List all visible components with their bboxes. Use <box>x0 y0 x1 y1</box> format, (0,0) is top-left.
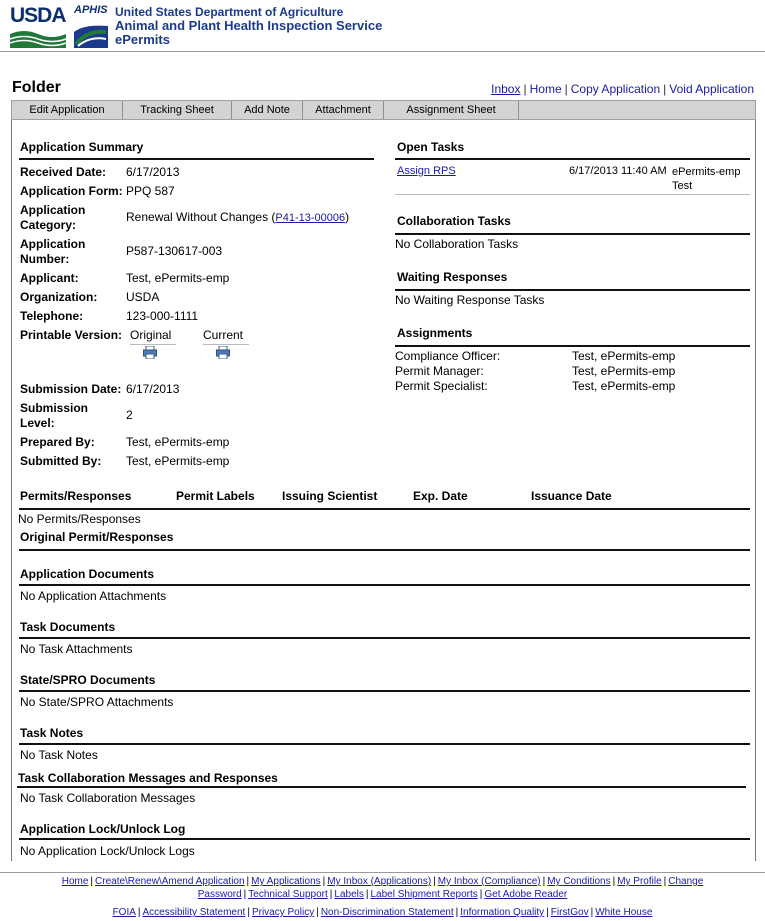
submission-level-label: Submission Level: <box>20 401 89 430</box>
footer-change-password-link[interactable]: Password <box>197 889 242 900</box>
footer-foia-link[interactable]: FOIA <box>112 907 136 918</box>
category-text: Renewal Without Changes <box>126 210 269 224</box>
tracking-sheet-button[interactable]: Tracking Sheet <box>123 101 232 119</box>
applicant-value: Test, ePermits-emp <box>126 271 230 285</box>
divider <box>395 233 750 235</box>
footer-my-profile-link[interactable]: My Profile <box>617 876 662 887</box>
task-owner <box>672 165 740 193</box>
divider <box>19 838 750 840</box>
divider <box>395 345 750 347</box>
footer-row: Password | Technical Support | Labels | Label Shipment Reports | Get Adobe Reader <box>197 889 568 900</box>
site-header <box>0 0 765 52</box>
divider <box>395 158 750 160</box>
footer-white-house-link[interactable]: White House <box>595 907 653 918</box>
footer-labels-link[interactable]: Labels <box>334 889 364 900</box>
task-notes-empty: No Task Notes <box>20 748 98 762</box>
assignment-person: Test, ePermits-emp <box>572 349 676 363</box>
divider <box>19 690 750 692</box>
site-footer <box>0 872 765 921</box>
open-tasks-heading: Open Tasks <box>397 140 465 154</box>
issuing-scientist-column-header: Issuing Scientist <box>282 489 378 503</box>
divider <box>19 743 750 745</box>
task-collaboration-messages-heading: Task Collaboration Messages and Responses <box>18 771 278 785</box>
assignment-role: Compliance Officer: <box>395 349 501 363</box>
toolbar <box>11 100 756 120</box>
task-documents-empty: No Task Attachments <box>20 642 133 656</box>
permits-column-header: Permits/Responses <box>20 489 132 503</box>
application-documents-empty: No Application Attachments <box>20 589 167 603</box>
telephone-value: 123-000-1111 <box>126 309 199 323</box>
task-collaboration-messages-empty: No Task Collaboration Messages <box>20 791 196 805</box>
received-date-label: Received Date: <box>20 165 107 179</box>
waiting-responses-heading: Waiting Responses <box>397 270 508 284</box>
organization-value: USDA <box>126 290 160 304</box>
assignments-heading: Assignments <box>397 326 473 340</box>
footer-technical-support-link[interactable]: Technical Support <box>248 889 328 900</box>
issuance-date-column-header: Issuance Date <box>531 489 612 503</box>
telephone-label: Telephone: <box>20 309 84 323</box>
footer-my-conditions-link[interactable]: My Conditions <box>547 876 611 887</box>
collaboration-tasks-heading: Collaboration Tasks <box>397 214 511 228</box>
organization-label: Organization: <box>20 290 98 304</box>
footer-information-quality-link[interactable]: Information Quality <box>460 907 545 918</box>
usda-hills-icon <box>10 28 66 48</box>
application-form-label: Application Form: <box>20 184 123 198</box>
footer-non-discrimination-link[interactable]: Non-Discrimination Statement <box>320 907 454 918</box>
divider <box>395 194 750 195</box>
home-link[interactable]: Home <box>529 82 562 96</box>
state-spro-documents-empty: No State/SPRO Attachments <box>20 695 174 709</box>
page-title: Folder <box>12 79 61 96</box>
task-owner-line: ePermits-emp <box>672 166 741 178</box>
submitted-by-label: Submitted By: <box>20 454 102 468</box>
submission-level-value: 2 <box>126 408 133 422</box>
state-spro-documents-heading: State/SPRO Documents <box>20 673 156 687</box>
task-notes-heading: Task Notes <box>20 726 84 740</box>
assignment-person: Test, ePermits-emp <box>572 379 676 393</box>
printer-icon[interactable] <box>143 346 157 359</box>
top-links: Inbox | Home | Copy Application | Void Application <box>491 82 754 96</box>
inbox-link[interactable]: Inbox <box>491 82 521 96</box>
divider <box>130 344 176 345</box>
aphis-logo-text: APHIS <box>74 4 108 16</box>
submitted-by-value: Test, ePermits-emp <box>126 454 230 468</box>
divider <box>19 508 750 510</box>
divider <box>203 344 249 345</box>
attachment-button[interactable]: Attachment <box>303 101 384 119</box>
divider <box>19 158 374 160</box>
submission-date-value: 6/17/2013 <box>126 382 180 396</box>
printable-current-label: Current <box>203 328 244 342</box>
assign-rps-task-link[interactable]: Assign RPS <box>397 165 456 177</box>
usda-logo-text: USDA <box>10 4 66 27</box>
submission-date-label: Submission Date: <box>20 382 122 396</box>
footer-adobe-reader-link[interactable]: Get Adobe Reader <box>484 889 568 900</box>
department-name: United States Department of Agriculture <box>115 5 344 19</box>
task-owner-line: Test <box>672 180 693 192</box>
footer-change-password-link[interactable]: Change <box>668 876 704 887</box>
applicant-label: Applicant: <box>20 271 79 285</box>
assignment-person: Test, ePermits-emp <box>572 364 676 378</box>
footer-firstgov-link[interactable]: FirstGov <box>550 907 589 918</box>
application-number-label: Application Number: <box>20 237 86 266</box>
application-form-value: PPQ 587 <box>126 184 175 198</box>
usda-logo <box>10 5 66 47</box>
footer-create-application-link[interactable]: Create\Renew\Amend Application <box>95 876 245 887</box>
footer-row: FOIA | Accessibility Statement | Privacy Policy | Non-Discrimination Statement | Information Quality | FirstGov | White House <box>112 907 653 918</box>
app-name: ePermits <box>115 32 170 47</box>
divider <box>19 637 750 639</box>
task-date: 6/17/2013 11:40 AM <box>569 165 667 177</box>
footer-row: Home | Create\Renew\Amend Application | My Applications | My Inbox (Applications) | My Inbox (Compliance) | My Conditions | My Profile | Change <box>61 876 704 887</box>
printable-original-label: Original <box>130 328 172 342</box>
aphis-logo-icon <box>74 22 108 48</box>
folder-panel <box>11 120 756 861</box>
task-documents-heading: Task Documents <box>20 620 116 634</box>
edit-application-button[interactable]: Edit Application <box>12 101 123 119</box>
footer-my-applications-link[interactable]: My Applications <box>251 876 321 887</box>
application-documents-heading: Application Documents <box>20 567 155 581</box>
application-number-value: P587-130617-003 <box>126 244 223 258</box>
footer-accessibility-link[interactable]: Accessibility Statement <box>142 907 246 918</box>
waiting-responses-empty: No Waiting Response Tasks <box>395 293 545 307</box>
lock-unlock-log-empty: No Application Lock/Unlock Logs <box>20 844 195 858</box>
prior-permit-link[interactable]: P41-13-00006 <box>275 212 346 224</box>
application-summary-heading: Application Summary <box>20 140 144 154</box>
assignment-sheet-button[interactable]: Assignment Sheet <box>384 101 519 119</box>
lock-unlock-log-heading: Application Lock/Unlock Log <box>20 822 186 836</box>
printable-version-label: Printable Version: <box>20 328 123 342</box>
footer-privacy-link[interactable]: Privacy Policy <box>251 907 315 918</box>
assignment-role: Permit Specialist: <box>395 379 488 393</box>
prepared-by-value: Test, ePermits-emp <box>126 435 230 449</box>
assignment-role: Permit Manager: <box>395 364 484 378</box>
permit-labels-column-header: Permit Labels <box>176 489 255 503</box>
printer-icon[interactable] <box>216 346 230 359</box>
collaboration-tasks-empty: No Collaboration Tasks <box>395 237 519 251</box>
copy-application-link[interactable]: Copy Application <box>570 82 661 96</box>
add-note-button[interactable]: Add Note <box>232 101 303 119</box>
received-date-value: 6/17/2013 <box>126 165 180 179</box>
prepared-by-label: Prepared By: <box>20 435 95 449</box>
exp-date-column-header: Exp. Date <box>413 489 468 503</box>
footer-label-shipment-reports-link[interactable]: Label Shipment Reports <box>370 889 478 900</box>
divider <box>17 786 746 788</box>
divider <box>395 289 750 291</box>
footer-inbox-compliance-link[interactable]: My Inbox (Compliance) <box>437 876 541 887</box>
void-application-link[interactable]: Void Application <box>669 82 754 96</box>
original-permits-heading: Original Permit/Responses <box>20 530 174 544</box>
footer-inbox-applications-link[interactable]: My Inbox (Applications) <box>327 876 432 887</box>
application-category-value: Renewal Without Changes (P41-13-00006) <box>126 210 350 224</box>
divider <box>19 584 750 586</box>
application-category-label: Application Category: <box>20 203 86 232</box>
agency-name: Animal and Plant Health Inspection Service <box>115 18 383 33</box>
permits-empty: No Permits/Responses <box>18 512 141 526</box>
divider <box>19 549 750 551</box>
footer-home-link[interactable]: Home <box>61 876 89 887</box>
